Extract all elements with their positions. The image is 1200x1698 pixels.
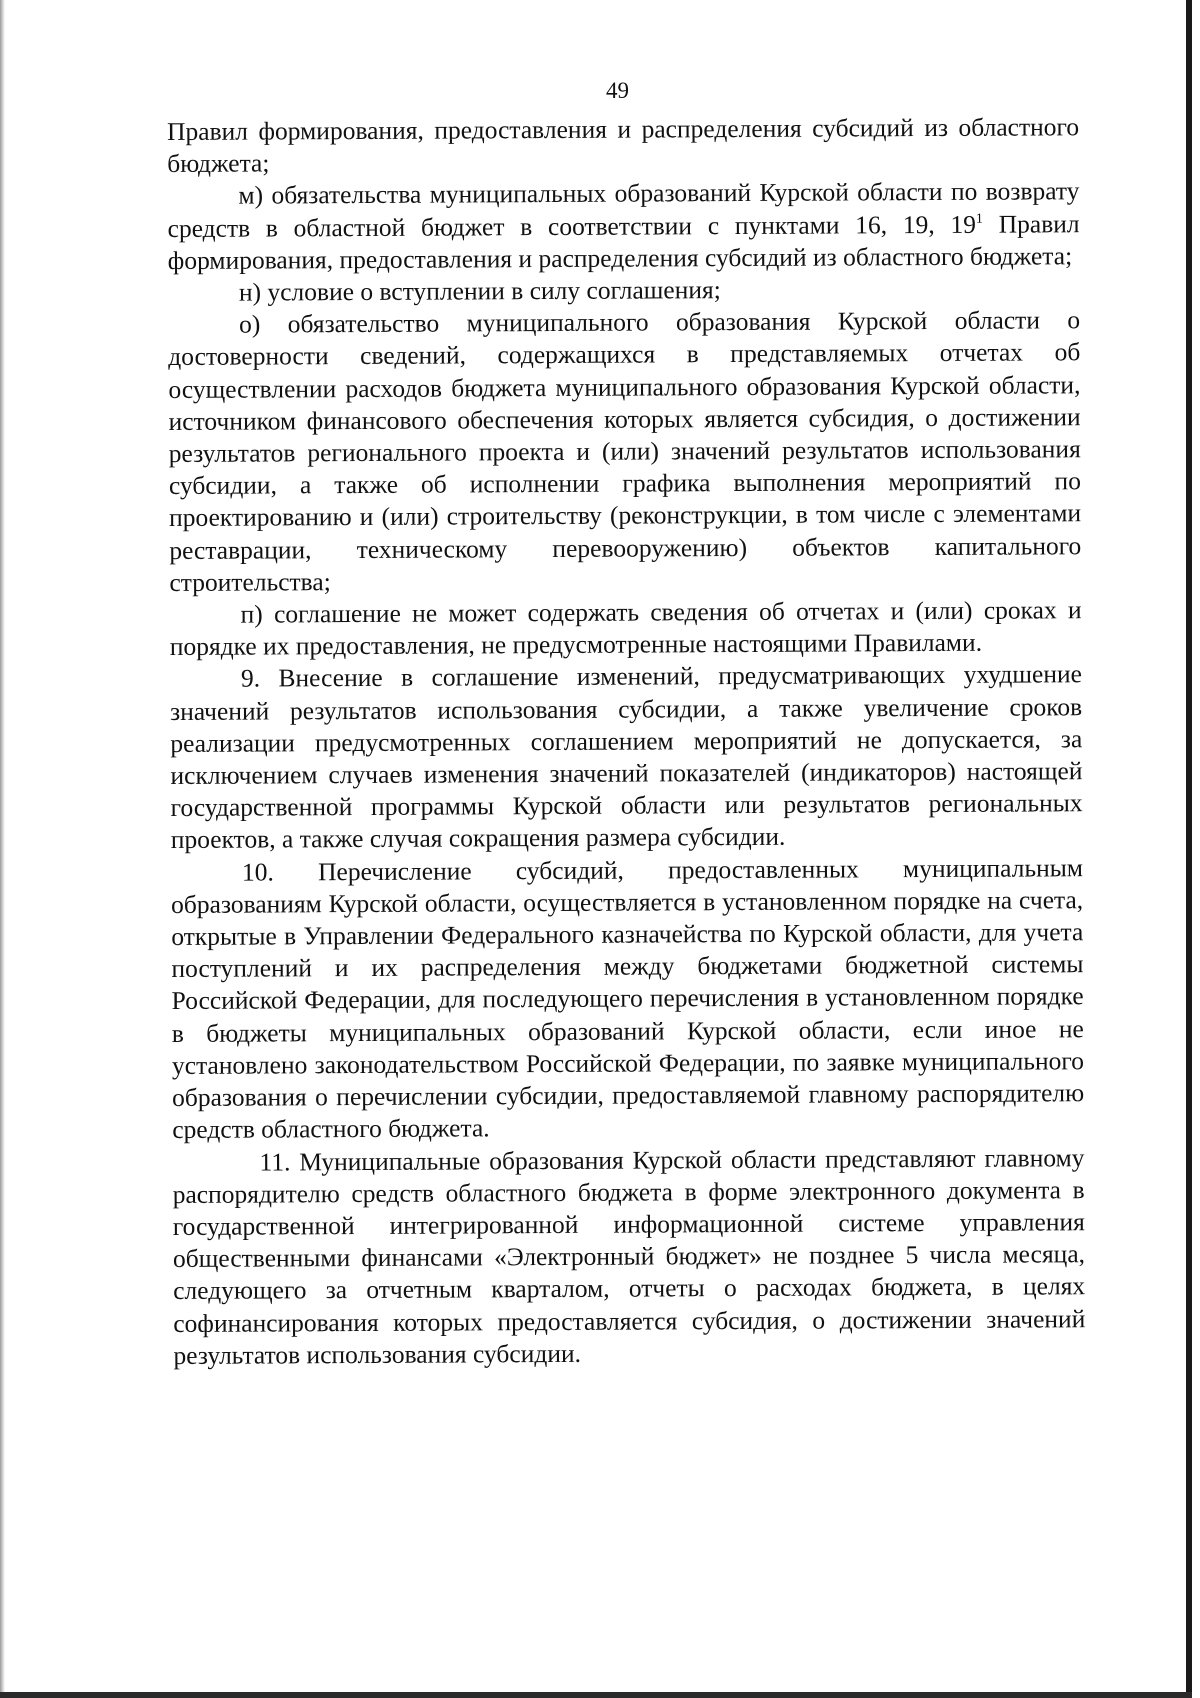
paragraph-n: н) условие о вступлении в силу соглашения; <box>238 275 721 307</box>
scan-right-edge <box>1186 0 1192 1698</box>
paragraph-m <box>167 176 1079 277</box>
paragraph-11: 11. Муниципальные образования Курской области представляют главному распорядителю средств областного бюджета в форме электронного документа в государственной интегрированной информационной системе управления общественными финансами «Электронный бюджет» не позднее 5 числа месяца, следующего за отчетным кварталом, отчеты о расходах бюджета, в целях софинансирования которых предоставляется субсидия, о достижении значений результатов использования субсидии. <box>172 1142 1086 1370</box>
paragraph-continuation: Правил формирования, предоставления и распределения субсидий из областного бюджета; <box>167 112 1080 179</box>
scan-left-edge <box>0 0 5 1698</box>
page-number: 49 <box>606 78 629 103</box>
paragraph-9: 9. Внесение в соглашение изменений, предусматривающих ухудшение значений результатов использования субсидии, а также увеличение сроков реализации предусмотренных соглашением мероприятий не допускается, за исключением случаев изменения значений показателей (индикаторов) настоящей государственной программы Курской области или результатов региональных проектов, а также случая сокращения размера субсидии. <box>170 659 1083 855</box>
paragraph-m-text-tail: Правил формирования, предоставления и распределения субсидий из областного бюджета; <box>167 208 1080 275</box>
scan-bottom-edge <box>0 1692 1192 1698</box>
paragraph-p: п) соглашение не может содержать сведения об отчетах и (или) сроках и порядке их предоставления, не предусмотренные настоящими Правилами. <box>169 595 1082 662</box>
paragraph-10: 10. Перечисление субсидий, предоставленных муниципальным образованиям Курской области, осуществляется в установленном порядке на счета, открытые в Управлении Федерального казначейства по Курской области, для учета поступлений и их распределения между бюджетами бюджетной системы Российской Федерации, для последующего перечисления в установленном порядке в бюджеты муниципальных образований Курской области, если иное не установлено законодательством Российской Федерации, по заявке муниципального образования о перечислении субсидии, предоставляемой главному распорядителю средств областного бюджета. <box>171 852 1085 1145</box>
superscript-marker: 1 <box>975 211 983 227</box>
paragraph-o: о) обязательство муниципального образования Курской области о достоверности сведений, содержащихся в представляемых отчетах об осуществлении расходов бюджета муниципального образования Курской области, источником финансового обеспечения которых является субсидия, о достижении результатов регионального проекта и (или) значений результатов использования субсидии, а также об исполнении графика выполнения мероприятий по проектированию и (или) строительству (реконструкции, в том числе с элементами реставрации, техническому перевооружению) объектов капитального строительства; <box>168 305 1082 597</box>
document-body <box>167 111 1086 1372</box>
paragraph-m-text: м) обязательства муниципальных образований Курской области по возврату средств в областной бюджет в соответствии с пунктами 16, 19, 19 <box>167 176 1080 243</box>
